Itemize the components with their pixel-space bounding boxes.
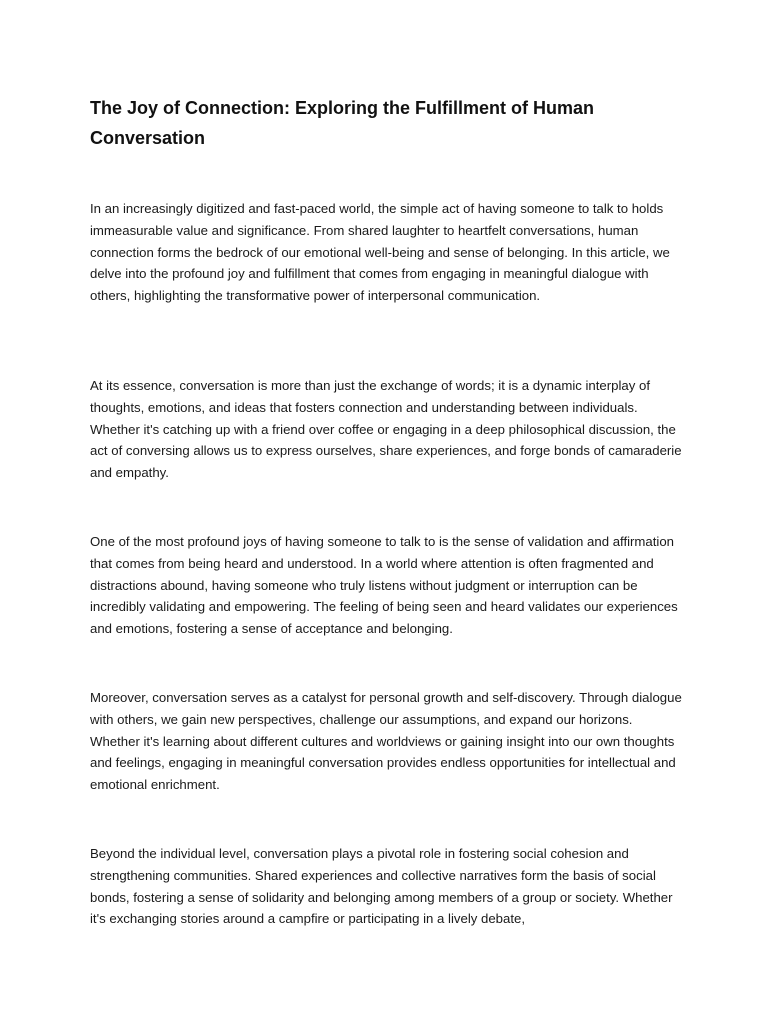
document-title: The Joy of Connection: Exploring the Fulfillment of Human Conversation [90, 98, 594, 148]
paragraph-5: Beyond the individual level, conversation plays a pivotal role in fostering social cohesion and strengthening communities. Shared experiences and collective narratives form the basis of social bonds, fostering a sense of solidarity and belonging among members of a group or society. Whether it's exchanging stories around a campfire or participating in a lively debate, [90, 846, 673, 927]
paragraph-3: One of the most profound joys of having someone to talk to is the sense of validation and affirmation that comes from being heard and understood. In a world where attention is often fragmented and distractions abound, having someone who truly listens without judgment or interruption can be incredibly validating and empowering. The feeling of being seen and heard validates our experiences and emotions, fostering a sense of acceptance and belonging. [90, 534, 678, 637]
paragraph-2: At its essence, conversation is more than just the exchange of words; it is a dynamic interplay of thoughts, emotions, and ideas that fosters connection and understanding between individuals. Whether it's catching up with a friend over coffee or engaging in a deep philosophical discussion, the act of conversing allows us to express ourselves, share experiences, and forge bonds of camaraderie and empathy. [90, 378, 682, 481]
paragraph-1: In an increasingly digitized and fast-paced world, the simple act of having someone to talk to holds immeasurable value and significance. From shared laughter to heartfelt conversations, human connection forms the bedrock of our emotional well-being and sense of belonging. In this article, we delve into the profound joy and fulfillment that comes from engaging in meaningful dialogue with others, highlighting the transformative power of interpersonal communication. [90, 201, 670, 304]
paragraph-4: Moreover, conversation serves as a catalyst for personal growth and self-discovery. Through dialogue with others, we gain new perspectives, challenge our assumptions, and expand our horizons. Whether it's learning about different cultures and worldviews or gaining insight into our own thoughts and feelings, engaging in meaningful conversation provides endless opportunities for intellectual and emotional enrichment. [90, 690, 682, 793]
